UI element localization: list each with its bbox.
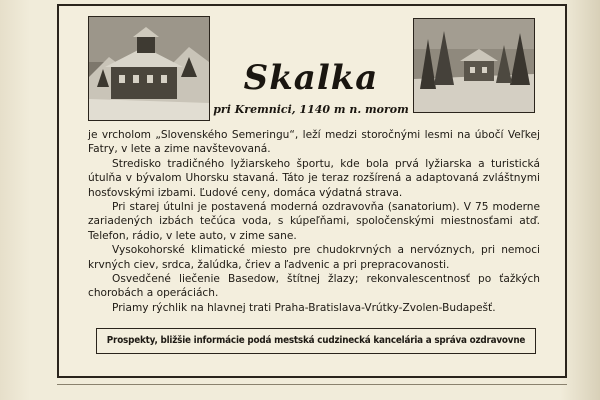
footer-info-box: Prospekty, bližšie informácie podá mestská cudzinecká kancelária a správa ozdravovne [96, 328, 536, 354]
paragraph-sanatorium: Pri starej útulni je postavená moderná ozdravovňa (sanatorium). V 75 moderne zariadených izbách tečúca voda, s kúpeľňami, spoločenskými miestnosťami atď. Telefon, rádio, v lete auto, v zime sane. [88, 201, 540, 242]
ad-subtitle: pri Kremnici, 1140 m n. morom [213, 103, 409, 116]
paragraph-intro: je vrcholom „Slovenského Semeringu“, leží medzi storočnými lesmi na úbočí Veľkej Fatry, v lete a zime navštevovaná. [88, 129, 540, 156]
paragraph-ski-center: Stredisko tradičného lyžiarskeho športu, kde bola prvá lyžiarska a turistická útulňa v bývalom Uhorsku stavaná. Táto je teraz rozšírená a adaptovaná zvláštnymi hosťovskými izbami. Ľudové ceny, domáca výdatná strava. [88, 157, 540, 199]
paragraph-climate: Vysokohorské klimatické miesto pre chudokrvných a nervóznych, pri nemoci krvných ciev, srdca, žalúdka, čriev a ľadvenic a pri prepracovanosti. [88, 244, 540, 271]
photo-mountain-hut-winter [88, 16, 210, 121]
paragraph-train: Priamy rýchlik na hlavnej trati Praha-Bratislava-Vrútky-Zvolen-Budapešť. [112, 301, 496, 314]
paragraph-treatment: Osvedčené liečenie Basedow, štítnej žlazy; rekonvalescentnosť po ťažkých chorobách a operáciách. [88, 273, 540, 300]
photo-forest-sanatorium [413, 18, 535, 113]
advertisement-frame [57, 4, 567, 378]
page-divider [57, 384, 567, 385]
ad-title: Skalka [243, 58, 379, 98]
ad-body [88, 128, 540, 315]
